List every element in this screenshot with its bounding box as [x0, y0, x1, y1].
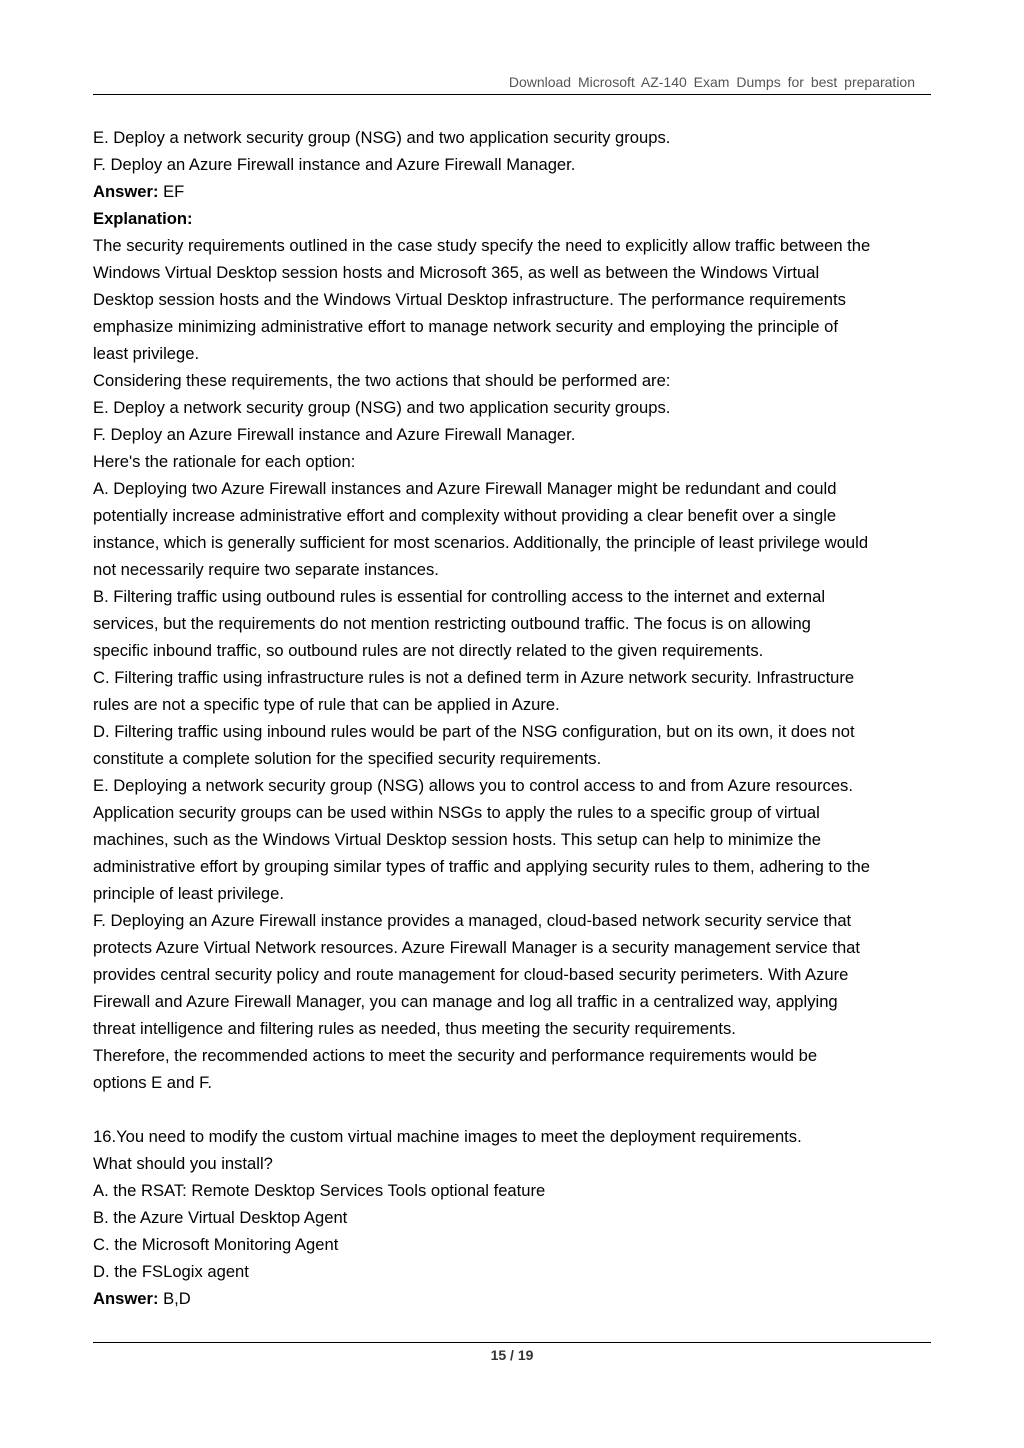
explanation-line: Windows Virtual Desktop session hosts and Microsoft 365, as well as between the Windows Virtual [93, 263, 820, 282]
explanation-line: Application security groups can be used within NSGs to apply the rules to a specific group of virtual [93, 803, 820, 822]
explanation-line: administrative effort by grouping similar types of traffic and applying security rules to them, adhering to the [93, 857, 870, 876]
explanation-line: F. Deploy an Azure Firewall instance and Azure Firewall Manager. [93, 425, 576, 444]
explanation-line: E. Deploying a network security group (NSG) allows you to control access to and from Azure resources. [93, 776, 853, 795]
question-text: What should you install? [93, 1154, 273, 1173]
page-footer [93, 1342, 931, 1363]
question-option-b: B. the Azure Virtual Desktop Agent [93, 1208, 348, 1227]
question-option-d: D. the FSLogix agent [93, 1262, 249, 1281]
explanation-line: C. Filtering traffic using infrastructure rules is not a defined term in Azure network security. Infrastructure [93, 668, 855, 687]
explanation-line: machines, such as the Windows Virtual Desktop session hosts. This setup can help to minimize the [93, 830, 822, 849]
explanation-line: B. Filtering traffic using outbound rules is essential for controlling access to the internet and external [93, 587, 826, 606]
explanation-line: not necessarily require two separate instances. [93, 560, 439, 579]
explanation-line: Here's the rationale for each option: [93, 452, 356, 471]
explanation-line: least privilege. [93, 344, 200, 363]
explanation-line: A. Deploying two Azure Firewall instances and Azure Firewall Manager might be redundant and could [93, 479, 837, 498]
question-text: 16.You need to modify the custom virtual machine images to meet the deployment requirements. [93, 1127, 802, 1146]
question-answer-label: Answer: [93, 1289, 159, 1308]
answer-value: EF [158, 182, 185, 201]
answer-line [93, 178, 938, 205]
explanation-line: Desktop session hosts and the Windows Virtual Desktop infrastructure. The performance requirements [93, 290, 846, 309]
page-number: 15 / 19 [490, 1347, 534, 1363]
explanation-line: E. Deploy a network security group (NSG) and two application security groups. [93, 398, 671, 417]
explanation-line: specific inbound traffic, so outbound rules are not directly related to the given requirements. [93, 641, 764, 660]
explanation-line: options E and F. [93, 1073, 212, 1092]
explanation-line: emphasize minimizing administrative effort to manage network security and employing the principle of [93, 317, 838, 336]
explanation-label: Explanation: [93, 209, 193, 228]
explanation-line: provides central security policy and route management for cloud-based security perimeters. With Azure [93, 965, 849, 984]
explanation-line: F. Deploying an Azure Firewall instance provides a managed, cloud-based network security service that [93, 911, 852, 930]
page-content [93, 124, 938, 1312]
option-f-line: F. Deploy an Azure Firewall instance and Azure Firewall Manager. [93, 155, 576, 174]
question-answer-value: B,D [158, 1289, 191, 1308]
question-16 [93, 1123, 938, 1312]
explanation-line: D. Filtering traffic using inbound rules would be part of the NSG configuration, but on its own, it does not [93, 722, 855, 741]
answer-label: Answer: [93, 182, 159, 201]
question-option-a: A. the RSAT: Remote Desktop Services Tools optional feature [93, 1181, 546, 1200]
explanation-line: Firewall and Azure Firewall Manager, you can manage and log all traffic in a centralized way, applying [93, 992, 838, 1011]
explanation-line: instance, which is generally sufficient for most scenarios. Additionally, the principle of least privilege would [93, 533, 869, 552]
explanation-line: rules are not a specific type of rule that can be applied in Azure. [93, 695, 560, 714]
explanation-line: potentially increase administrative effort and complexity without providing a clear benefit over a single [93, 506, 837, 525]
question-option-c: C. the Microsoft Monitoring Agent [93, 1235, 339, 1254]
question-answer-line [93, 1285, 938, 1312]
page-header [93, 70, 931, 95]
spacer [93, 1096, 938, 1123]
explanation-line: principle of least privilege. [93, 884, 284, 903]
option-e-line: E. Deploy a network security group (NSG) and two application security groups. [93, 128, 671, 147]
explanation-body [93, 232, 938, 1096]
explanation-line: protects Azure Virtual Network resources. Azure Firewall Manager is a security management service that [93, 938, 861, 957]
explanation-line: services, but the requirements do not mention restricting outbound traffic. The focus is on allowing [93, 614, 811, 633]
explanation-line: Considering these requirements, the two actions that should be performed are: [93, 371, 671, 390]
explanation-line: constitute a complete solution for the specified security requirements. [93, 749, 602, 768]
explanation-line: The security requirements outlined in the case study specify the need to explicitly allow traffic between the [93, 236, 871, 255]
header-text: Download Microsoft AZ-140 Exam Dumps for best preparation [508, 74, 915, 90]
explanation-line: threat intelligence and filtering rules as needed, thus meeting the security requirements. [93, 1019, 736, 1038]
explanation-line: Therefore, the recommended actions to meet the security and performance requirements would be [93, 1046, 818, 1065]
